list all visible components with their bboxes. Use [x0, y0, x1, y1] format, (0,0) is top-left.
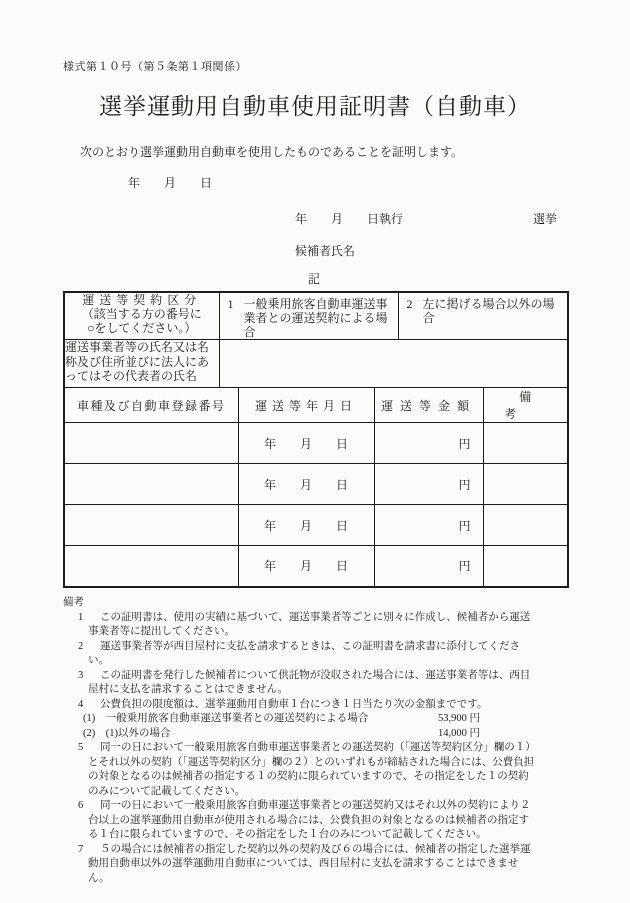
table-header-row	[64, 388, 568, 423]
notes-section	[63, 596, 538, 886]
note-text: ５の場合には候補者の指定した契約以外の契約及び６の場合には、候補者の指定した選挙運動用自動車以外の選挙運動用自動車については、西目屋村に支払を請求することはできません。	[88, 843, 531, 884]
subnote-label: (2) (1)以外の場合	[83, 727, 171, 739]
election-suffix-label: 選挙	[532, 212, 557, 226]
date-cell: 年 月 日	[238, 505, 374, 546]
table-row	[64, 464, 568, 505]
contract-type-label: 運送等契約区分	[82, 293, 202, 307]
contract-type-row	[64, 292, 568, 340]
note-number: 3	[78, 669, 84, 681]
table-row	[64, 546, 568, 587]
operator-row	[64, 340, 568, 388]
certificate-table	[63, 291, 569, 588]
note-text: 同一の日において一般乗用旅客自動車運送事業者との運送契約又はそれ以外の契約により２台以上の選挙運動用自動車が使用される場合には、公費負担の対象となるのは候補者の指定する１台に限られていますので、その指定をした１台のみについて記載してください。	[88, 800, 531, 840]
page-title: 選挙運動用自動車使用証明書（自動車）	[99, 94, 531, 119]
option1-number: 1	[227, 297, 234, 311]
remarks-cell	[483, 423, 568, 464]
note-number: 1	[78, 611, 84, 623]
note-number: 2	[78, 640, 84, 652]
subnote-amount: 53,900 円	[438, 713, 480, 724]
note-number: 6	[78, 800, 84, 811]
election-line	[295, 210, 557, 227]
remarks-cell	[483, 505, 568, 546]
column-header-amount: 運送等金額	[374, 388, 483, 423]
note-item-5	[63, 741, 538, 799]
date-cell: 年 月 日	[238, 464, 374, 505]
contract-type-hint-2: ○をしてください。）	[87, 321, 197, 335]
candidate-name-label: 候補者氏名	[295, 244, 356, 258]
operator-value-cell	[219, 340, 568, 388]
note-text: この証明書は、使用の実績に基づいて、運送事業者等ごとに別々に作成し、候補者から運送事業者等に提出してください。	[88, 611, 531, 637]
column-header-date: 運送等年月日	[238, 388, 374, 423]
vehicle-cell	[64, 464, 238, 505]
note-item-3	[63, 669, 538, 698]
remarks-cell	[483, 464, 568, 505]
note-item-7	[63, 843, 538, 887]
note-item-4	[63, 698, 538, 713]
form-number: 様式第１０号（第５条第１項関係）	[63, 61, 247, 73]
intro-sentence: 次のとおり選挙運動用自動車を使用したものであることを証明します。	[80, 145, 464, 159]
note-item-2	[63, 640, 538, 669]
note-text: 公費負担の限度額は、選挙運動用自動車１台につき１日当たり次の金額までです。	[100, 698, 488, 710]
option2-number: 2	[406, 297, 413, 311]
table-row	[64, 423, 568, 464]
contract-type-hint-1: （該当する方の番号に	[81, 307, 202, 321]
remarks-cell	[483, 546, 568, 587]
note-text: この証明書を発行した候補者について供託物が没収された場合には、運送事業者等は、西目屋村に支払を請求することはできません。	[88, 669, 531, 695]
note-number: 4	[78, 698, 84, 710]
note-subitem-2	[63, 727, 538, 742]
date-cell: 年 月 日	[238, 423, 374, 464]
note-item-1	[63, 611, 538, 640]
notes-heading: 備考	[63, 597, 84, 608]
contract-option2-cell	[398, 292, 568, 340]
note-number: 7	[78, 843, 84, 855]
option2-text: 左に掲げる場合以外の場合	[422, 297, 555, 325]
column-header-remarks: 備考	[483, 388, 568, 423]
contract-type-label-cell	[64, 292, 219, 340]
note-text: 同一の日において一般乗用旅客自動車運送事業者との運送契約（「運送等契約区分」欄の１）とそれ以外の契約（「運送等契約区分」欄の２）とのいずれもが締結された場合には、公費負担の対象となるのは候補者の指定する１の契約に限られていますので、その指定をした１の契約のみについて記載してください。	[88, 742, 536, 797]
amount-cell: 円	[374, 546, 483, 587]
issue-date-line: 年 月 日	[128, 176, 213, 190]
vehicle-cell	[64, 546, 238, 587]
vehicle-cell	[64, 423, 238, 464]
note-text: 運送事業者等が西目屋村に支払を請求するときは、この証明書を請求書に添付してください。	[88, 640, 520, 666]
date-cell: 年 月 日	[238, 546, 374, 587]
vehicle-cell	[64, 505, 238, 546]
table-row	[64, 505, 568, 546]
note-number: 5	[78, 742, 84, 753]
contract-option1-cell	[219, 292, 398, 340]
amount-cell: 円	[374, 505, 483, 546]
amount-cell: 円	[374, 464, 483, 505]
amount-cell: 円	[374, 423, 483, 464]
election-date-label: 年 月 日執行	[295, 212, 404, 226]
subnote-amount: 14,000 円	[438, 727, 480, 739]
column-header-vehicle: 車種及び自動車登録番号	[64, 388, 238, 423]
record-marker: 記	[307, 272, 322, 286]
note-subitem-1	[63, 712, 538, 727]
option1-text: 一般乗用旅客自動車運送事業者との運送契約による場合	[243, 297, 388, 339]
operator-label-cell: 運送事業者等の氏名又は名称及び住所並びに法人にあってはその代表者の氏名	[64, 340, 219, 388]
note-item-6	[63, 799, 538, 843]
subnote-label: (1) 一般乗用旅客自動車運送事業者との運送契約による場合	[83, 713, 369, 724]
